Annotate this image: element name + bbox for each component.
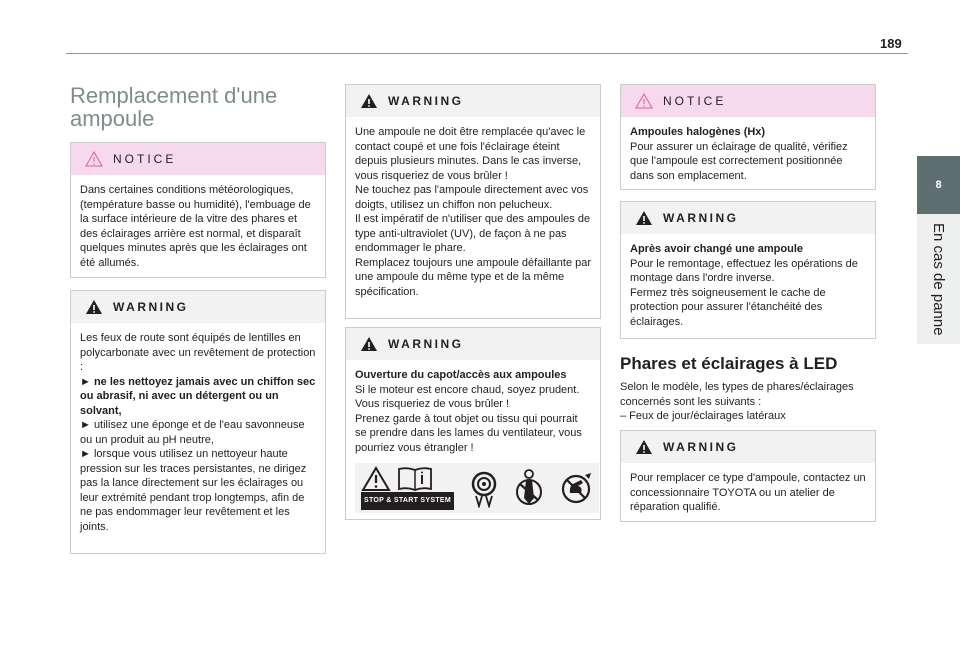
notice-box: [70, 142, 326, 278]
warning-text: Pour le remontage, effectuez les opérations de montage dans l'ordre inverse.: [630, 257, 858, 284]
warning-header: [346, 85, 600, 117]
warning-text: Pour remplacer ce type d'ampoule, contactez un concessionnaire TOYOTA ou un atelier de réparation qualifié.: [630, 472, 866, 513]
notice-text: Dans certaines conditions météorologiques, (température basse ou humidité), l'embuage de la surface intérieure de la vitre des phares et des éclairages arrière est normal, et disparaît quelques minutes après que les éclairages ont été allumés.: [80, 184, 311, 269]
warning-triangle-icon: [635, 210, 653, 226]
warning-box: [70, 290, 326, 554]
notice-triangle-icon: [85, 151, 103, 167]
notice-subheading: Ampoules halogènes (Hx): [630, 126, 766, 138]
section-heading: Phares et éclairages à LED: [620, 354, 838, 373]
section-tab-title[interactable]: [917, 214, 960, 344]
warning-label: WARNING: [663, 211, 739, 225]
warning-box: [620, 430, 876, 522]
notice-header: [621, 85, 875, 117]
warning-bullet: ► lorsque vous utilisez un nettoyeur haute pression sur les traces persistantes, ne dirigez pas la lance directement sur les éclairages ou leur extrémité pendant trop longtemps, afin de ne pas endommager leur revêtement et les joints.: [80, 448, 307, 533]
page-title: Remplacement d'une ampoule: [70, 83, 278, 131]
safety-symbols: [355, 463, 599, 513]
led-list-item: – Feux de jour/éclairages latéraux: [620, 410, 786, 422]
warning-label: WARNING: [388, 94, 464, 108]
warning-bullet: ► ne les nettoyez jamais avec un chiffon sec ou abrasif, ni avec un détergent ou un solvant,: [80, 375, 316, 417]
warning-bullet: ► utilisez une éponge et de l'eau savonneuse ou un produit au pH neutre,: [80, 419, 305, 446]
warning-header: [621, 202, 875, 234]
warning-text: Il est impératif de n'utiliser que des ampoules de type anti-ultraviolet (UV), de façon à ne pas endommager le phare.: [355, 213, 591, 254]
warning-header: [71, 291, 325, 323]
warning-box: [345, 327, 601, 520]
led-text: Selon le modèle, les types de phares/éclairages concernés sont les suivants :: [620, 381, 854, 408]
warning-box: [345, 84, 601, 319]
warning-triangle-icon: [635, 439, 653, 455]
warning-text: Une ampoule ne doit être remplacée qu'avec le contact coupé et une fois l'éclairage éteint depuis plusieurs minutes. Dans le cas inverse, vous risqueriez de vous brûler !: [355, 126, 586, 182]
notice-box: [620, 84, 876, 190]
warning-header: [621, 431, 875, 463]
no-hand-icon: [561, 471, 593, 505]
warning-header: [346, 328, 600, 360]
warning-text: Prenez garde à tout objet ou tissu qui pourrait se prendre dans les lames du ventilateur, vous pourriez vous étrangler !: [355, 412, 582, 454]
warning-label: WARNING: [663, 440, 739, 454]
warning-box: [620, 201, 876, 339]
caution-triangle-icon: [361, 466, 391, 492]
notice-label: NOTICE: [113, 152, 177, 166]
hazard-group: [361, 466, 454, 511]
warning-text: Ne touchez pas l'ampoule directement avec vos doigts, utilisez un chiffon non pelucheux.: [355, 184, 589, 211]
stop-start-label: STOP & START SYSTEM: [361, 492, 454, 511]
warning-triangle-icon: [360, 93, 378, 109]
manual-book-icon: [397, 466, 433, 492]
warning-label: WARNING: [113, 300, 189, 314]
warning-text: Si le moteur est encore chaud, soyez prudent. Vous risqueriez de vous brûler !: [355, 383, 580, 410]
warning-subheading: Après avoir changé une ampoule: [630, 243, 803, 255]
header-rule: [66, 53, 908, 54]
led-description: [620, 380, 875, 424]
no-tie-icon: [514, 468, 544, 508]
warning-text: Remplacez toujours une ampoule défaillante par une ampoule du même type et de la même spécification.: [355, 256, 592, 298]
warning-text: Les feux de route sont équipés de lentilles en polycarbonate avec un revêtement de protection :: [80, 332, 316, 373]
notice-triangle-icon: [635, 93, 653, 109]
warning-triangle-icon: [360, 336, 378, 352]
section-tab-number[interactable]: 8: [917, 156, 960, 214]
notice-label: NOTICE: [663, 94, 727, 108]
notice-header: [71, 143, 325, 175]
warning-label: WARNING: [388, 337, 464, 351]
fan-belt-icon: [471, 468, 497, 508]
page-number: 189: [880, 36, 902, 51]
warning-subheading: Ouverture du capot/accès aux ampoules: [355, 369, 567, 381]
section-title: En cas de panne: [930, 222, 947, 336]
warning-text: Fermez très soigneusement le cache de protection pour assurer l'étanchéité des éclairages.: [630, 286, 826, 328]
warning-triangle-icon: [85, 299, 103, 315]
notice-text: Pour assurer un éclairage de qualité, vérifiez que l'ampoule est correctement positionnée dans son emplacement.: [630, 140, 848, 182]
